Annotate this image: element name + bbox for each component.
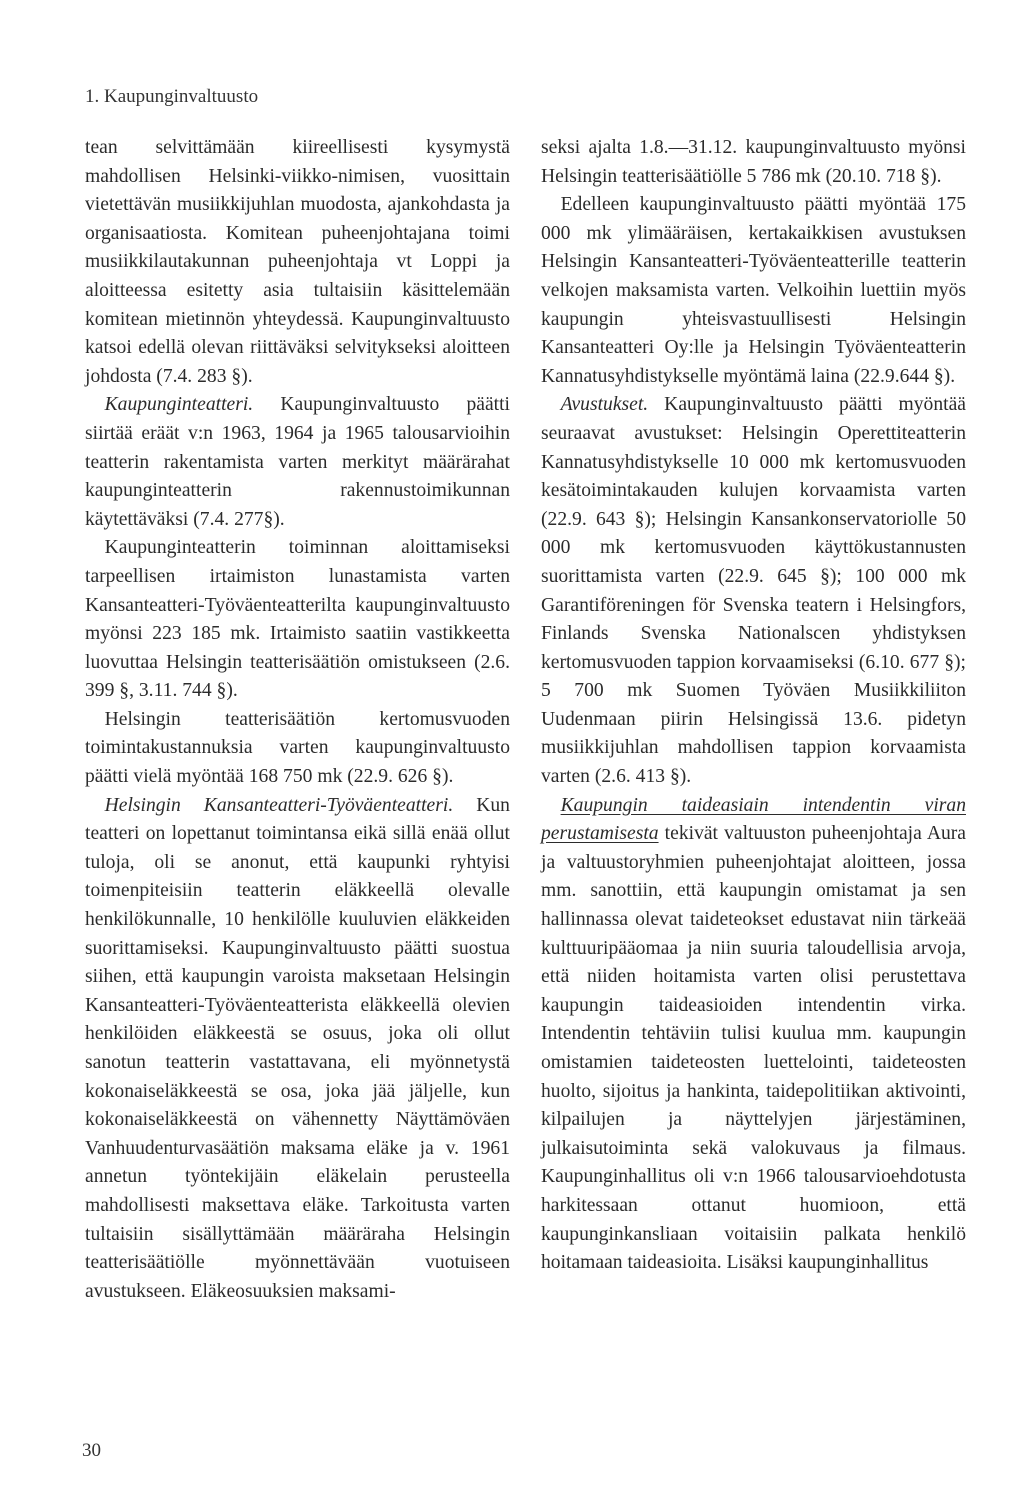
section-heading-intendentti: Kaupungin taideasiain intendentin viran perustamisesta	[541, 794, 966, 845]
paragraph-irtaimisto: Kaupunginteatterin toiminnan aloittamiseksi tarpeellisen irtaimiston lunastamista varten Kansanteatteri-Työväenteatterilta kaupunginvaltuusto myönsi 223 185 mk. Irtaimisto saatiin vastikkeetta luovuttaa Helsingin teatterisäätiön omistukseen (2.6. 399 §, 3.11. 744 §).	[85, 537, 510, 702]
paragraph-intendentti	[541, 792, 966, 1278]
paragraph-text: Kaupunginvaltuusto päätti myöntää seuraavat avustukset: Helsingin Operettiteatterin Kannatusyhdistykselle 10 000 mk kertomusvuoden kesätoimintakauden kulujen korvaamista varten (22.9. 643 §); Helsingin Kansankonservatoriolle 50 000 mk kertomusvuoden käyttökustannusten suorittamista varten (22.9. 645 §); 100 000 mk Garantiföreningen för Svenska teatern i Helsingfors, Finlands Svenska Nationalscen yhdistyksen kertomusvuoden tappion korvaamiseksi (6.10. 677 §); 5 700 mk Suomen Työväen Musiikkiliiton Uudenmaan piirin Helsingissä 13.6. pidetyn musiikkijuhlan mahdollisen tappion korvaamista varten (2.6. 413 §).	[541, 394, 966, 788]
paragraph-text: Kaupunginvaltuusto päätti siirtää eräät v:n 1963, 1964 ja 1965 talousarvioihin teatterin rakentamista varten merkityt määrärahat kaupunginteatterin rakennustoimikunnan käytettäväksi (7.4. 277§).	[85, 394, 510, 530]
right-column	[541, 134, 966, 1278]
paragraph-teatterisaatio: Helsingin teatterisäätiön kertomusvuoden toimintakustannuksia varten kaupunginvaltuusto päätti vielä myöntää 168 750 mk (22.9. 626 §).	[85, 708, 510, 788]
section-heading-avustukset: Avustukset.	[560, 394, 649, 416]
paragraph-ylimaarainen-avustus: Edelleen kaupunginvaltuusto päätti myöntää 175 000 mk ylimääräisen, kertakaikkisen avustuksen Helsingin Kansanteatteri-Työväenteatterille teatterin velkojen maksamista varten. Velkoihin luettiin myös kaupungin yhteisvastuullisesti Helsingin Kansanteatteri Oy:lle ja Helsingin Työväenteatterin Kannatusyhdistykselle myöntämä laina (22.9.644 §).	[541, 194, 966, 387]
page-number: 30	[82, 1440, 101, 1461]
paragraph-text: Kun teatteri on lopettanut toimintansa eikä sillä enää ollut tuloja, oli se anonut, että kaupunki ryhtyisi toimenpiteisiin teatterin eläkkeellä olevalle henkilökunnalle, 10 henkilölle kuuluvien eläkkeiden suorittamiseksi. Kaupunginvaltuusto päätti suostua siihen, että kaupungin varoista maksetaan Helsingin Kansanteatteri-Työväenteatterista eläkkeellä olevien henkilöiden eläkkeestä se osuus, joka oli ollut sanotun teatterin vastattavana, eli myönnetystä kokonaiseläkkeestä se osa, joka jää jäljelle, kun kokonaiseläkkeestä on vähennetty Näyttämöväen Vanhuudenturvasäätiön maksama eläke ja v. 1961 annetun työntekijäin eläkelain perusteella mahdollisesti maksettava eläke. Tarkoitusta varten tultaisiin sisällyttämään määräraha Helsingin teatterisäätiölle myönnettävään vuotuiseen avustukseen. Eläkeosuuksien maksami-	[85, 794, 510, 1302]
paragraph-continuation: seksi ajalta 1.8.—31.12. kaupunginvaltuusto myönsi Helsingin teatterisäätiölle 5 786 mk (20.10. 718 §).	[541, 137, 966, 187]
paragraph-kansanteatteri	[85, 792, 510, 1307]
section-heading-kaupunginteatteri: Kaupunginteatteri.	[104, 394, 254, 416]
paragraph-helsinki-viikko: tean selvittämään kiireellisesti kysymystä mahdollisen Helsinki-viikko-nimisen, vuosittain vietettävän musiikkijuhlan muodosta, ajankohdasta ja organisaatiosta. Komitean puheenjohtajana toimi musiikkilautakunnan puheenjohtaja vt Loppi ja aloitteessa esitetty asia tultaisiin käsittelemään komitean mietinnön yhteydessä. Kaupunginvaltuusto katsoi edellä olevan riittäväksi selvitykseksi aloitteen johdosta (7.4. 283 §).	[85, 137, 510, 387]
paragraph-text: tekivät valtuuston puheenjohtaja Aura ja valtuustoryhmien puheenjohtajat aloitteen, jossa mm. sanottiin, että kaupungin omistamat ja sen hallinnassa olevat taideteokset edustavat niin tärkeää kulttuuripääomaa ja niin suuria taloudellisia arvoja, että niiden hoitamista varten olisi perustettava kaupungin taideasioiden intendentin virka. Intendentin tehtäviin tulisi kuulua mm. kaupungin omistamien taideteosten luettelointi, taideteosten huolto, sijoitus ja hankinta, taidepolitiikan aktivointi, kilpailujen ja näyttelyjen järjestäminen, julkaisutoiminta sekä valokuvaus ja filmaus. Kaupunginhallitus oli v:n 1966 talousarvioehdotusta harkitessaan ottanut huomioon, että kaupunginkansliaan voitaisiin palkata henkilö hoitamaan taideasioita. Lisäksi kaupunginhallitus	[541, 823, 966, 1274]
paragraph-kaupunginteatteri	[85, 391, 510, 534]
paragraph-avustukset	[541, 391, 966, 791]
section-heading-kansanteatteri: Helsingin Kansanteatteri-Työväenteatteri.	[104, 794, 454, 816]
left-column	[85, 134, 510, 1306]
running-header: 1. Kaupunginvaltuusto	[85, 86, 259, 107]
